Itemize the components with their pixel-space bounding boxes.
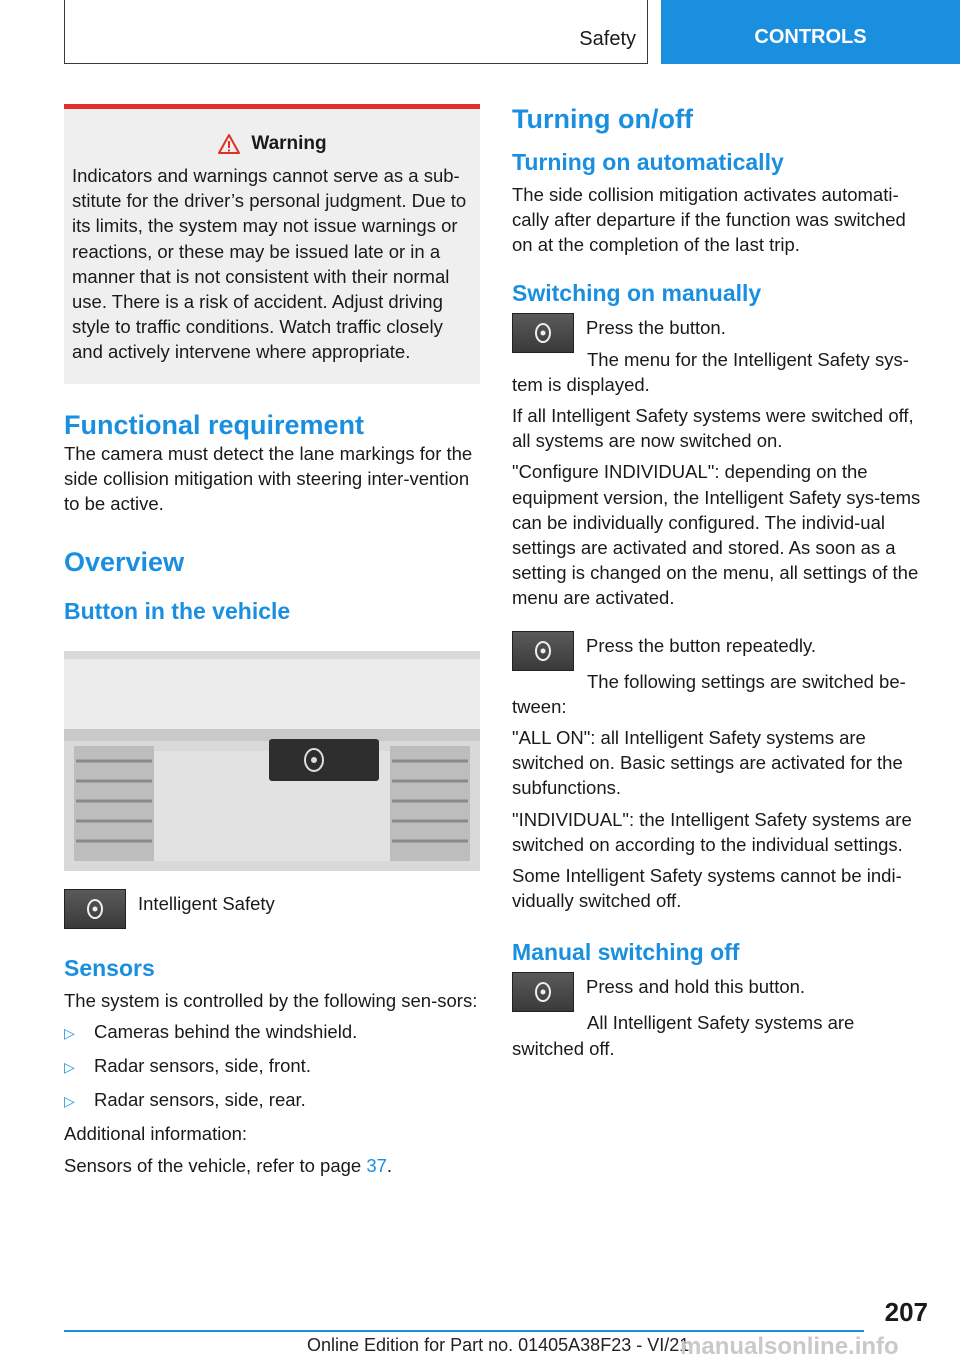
header-tab-controls[interactable]: CONTROLS [661,0,960,64]
vehicle-button-photo [64,651,480,871]
warning-header [72,133,472,155]
footer-divider [64,1330,864,1332]
manual-p2: "Configure INDIVIDUAL": depending on the equipment version, the Intelligent Safety sys-tems can be individually configured. The individ-ual settings are activated and stored. As soon as a setting is changed on the menu, all settings of the menu are activated. [512,461,921,609]
manual-menu-text: The menu for the Intelligent Safety sys-tem is displayed. [512,348,909,395]
intelligent-safety-button[interactable] [512,631,574,671]
warning-triangle-icon [217,133,241,155]
turning-heading: Turning on/off [512,104,693,134]
intelligent-safety-icon [86,898,104,920]
sensors-intro: The system is controlled by the following sen-sors: [64,989,478,1011]
header-section-title: Safety [579,28,636,50]
all-on-text: "ALL ON": all Intelligent Safety systems are switched on. Basic settings are activated for the subfunctions. [512,727,903,799]
intelligent-safety-button[interactable] [512,972,574,1012]
warning-box [64,104,480,384]
off-text: All Intelligent Safety systems are switched off. [512,1012,855,1059]
off-button-text: Press and hold this button. [586,976,806,998]
some-text: Some Intelligent Safety systems cannot be indi-vidually switched off. [512,865,902,912]
sensors-list [64,1019,480,1115]
page-number: 207 [884,1297,928,1327]
repeat-button-text: Press the button repeatedly. [586,634,817,656]
sensors-reference: Sensors of the vehicle, refer to page 37. [64,1154,393,1176]
intelligent-safety-button-row [64,889,480,929]
watermark: manualsonline.info [680,1333,899,1360]
intelligent-safety-caption: Intelligent Safety [138,892,275,914]
bullet-triangle-icon: ▷ [64,1024,75,1041]
button-heading: Button in the vehicle [64,597,291,624]
intelligent-safety-button[interactable] [512,313,574,353]
intelligent-safety-icon [534,322,552,344]
individual-text: "INDIVIDUAL": the Intelligent Safety systems are switched on according to the individual settings. [512,808,912,855]
left-column [64,104,480,1184]
list-item: ▷ Radar sensors, side, rear. [64,1087,480,1114]
repeat-button-row [512,631,928,671]
additional-info: Additional information: [64,1123,248,1145]
manual-p1: If all Intelligent Safety systems were switched off, all systems are now switched on. [512,405,914,452]
header-frame [64,0,648,64]
page-link[interactable]: 37 [366,1154,387,1176]
footer-edition: Online Edition for Part no. 01405A38F23 - VI/21 [307,1335,690,1355]
list-item: ▷ Radar sensors, side, front. [64,1053,480,1080]
bullet-triangle-icon: ▷ [64,1059,75,1076]
intelligent-safety-icon [534,981,552,1003]
repeat-following: The following settings are switched be-tween: [512,670,906,717]
functional-heading: Functional requirement [64,410,365,440]
right-column [512,104,928,1067]
bullet-triangle-icon: ▷ [64,1093,75,1110]
auto-text: The side collision mitigation activates automati-cally after departure if the function was switched on at the completion of the last trip. [512,184,906,256]
intelligent-safety-icon [534,640,552,662]
functional-text: The camera must detect the lane markings for the side collision mitigation with steering inter-vention to be active. [64,443,473,515]
off-heading: Manual switching off [512,939,740,966]
list-item: ▷ Cameras behind the windshield. [64,1019,480,1046]
manual-button-text: Press the button. [586,316,726,338]
sensors-heading: Sensors [64,954,155,981]
auto-heading: Turning on automatically [512,149,784,175]
warning-text: Indicators and warnings cannot serve as a sub-stitute for the driver’s personal judgment. Due to its limits, the system may not issue warnings or reactions, or these may be issued late or in a manner that is not consistent with their normal use. There is a risk of accident. Adjust driving style to traffic conditions. Watch traffic closely and actively intervene where appropriate. [72,165,467,363]
manual-heading: Switching on manually [512,279,762,306]
warning-title: Warning [251,133,327,154]
off-button-row [512,972,928,1012]
intelligent-safety-button[interactable] [64,889,126,929]
dashboard-illustration [64,651,480,871]
overview-heading: Overview [64,546,185,577]
